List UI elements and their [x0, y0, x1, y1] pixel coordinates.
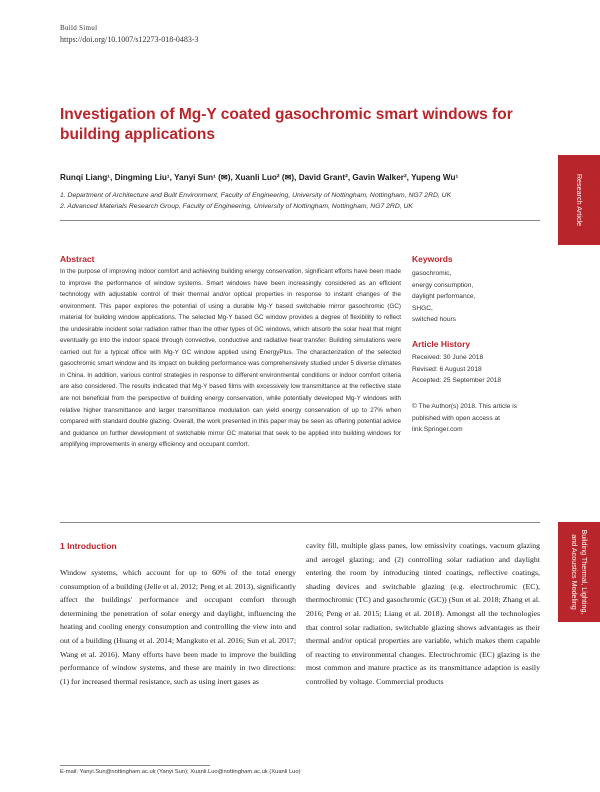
subject-category-tab: [558, 522, 600, 622]
subject-category-label: Building Thermal, Lighting, and Acoustics Modeling: [570, 529, 589, 615]
introduction-column-1: Window systems, which account for up to 60% of the total energy consumption of a building (Jelle et al. 2012; Peng et al. 2013), significantly affect the buildings' performance and occupant comfort through determining the penetration of solar energy and daylight, influencing the heating and cooling energy consumption and controlling the view into and out of a building (Huang et al. 2014; Mangkuto et al. 2016; Sun et al. 2017; Wang et al. 2016). Many efforts have been made to improve the building performance of window systems, and these are mainly in two directions: (1) for increased thermal resistance, such as using inert gases as: [60, 568, 296, 686]
keyword-item: daylight performance,: [412, 293, 476, 301]
abstract-heading: Abstract: [60, 254, 95, 264]
keyword-item: switched hours: [412, 316, 456, 324]
affiliation-1: 1. Department of Architecture and Built Environment, Faculty of Engineering, University of Nottingham, Nottingham, NG7 2RD, UK: [60, 192, 452, 199]
introduction-heading: 1 Introduction: [60, 541, 117, 551]
footnote-divider: [60, 765, 210, 766]
abstract-text: In the purpose of improving indoor comfort and achieving building energy conservation, significant efforts have been made to improve the performance of window systems. Smart windows have been increasingly considered as an efficient technology with adjustable control of their thermal and/or optical properties in response to instant changes of the environment. This paper explores the potential of using a durable Mg-Y based switchable mirror gasochromic (GC) material for building window applications. The selected Mg-Y based GC window provides a degree of flexibility to reflect the undesirable incident solar radiation rather than the other types of GC windows, which absorb the solar heat that might eventually go into the indoor space through convective, conductive and radiative heat transfer. Building simulations were carried out for a typical office with Mg-Y GC window applied using EnergyPlus. The characterization of the selected gasochromic smart window and its impact on building performance was comprehensively studied under 5 diverse climates in China. In addition, various control strategies in response to different environmental conditions or indoor comfort criteria are also considered. The results indicated that Mg-Y based films with excessively low transmittance at the reflective state are not beneficial from the perspective of building energy conservation, while potentially developed Mg-Y windows with relative higher transmittance and larger transmittance modulation can yield energy conservation of up to 27% when compared with standard double glazing. Overall, the work presented in this paper may be seen as offering potential advice and guidance on further development of switchable mirror GC material that seek to be applied into building windows for amplifying improvements in energy efficiency and occupant comfort.: [60, 268, 401, 449]
keyword-item: SHGC,: [412, 304, 433, 312]
doi-link[interactable]: https://doi.org/10.1007/s12273-018-0483-3: [60, 35, 199, 44]
affiliation-2: 2. Advanced Materials Research Group, Faculty of Engineering, University of Nottingham, Nottingham, NG7 2RD, UK: [60, 203, 413, 210]
history-revised: Revised: 6 August 2018: [412, 365, 482, 373]
keyword-item: energy consumption,: [412, 281, 474, 289]
article-history-heading: Article History: [412, 339, 471, 349]
author-list: Runqi Liang¹, Dingming Liu¹, Yanyi Sun¹ (✉), Xuanli Luo² (✉), David Grant², Gavin Walker², Yupeng Wu¹: [60, 173, 459, 182]
history-received: Received: 30 June 2018: [412, 354, 484, 361]
abstract-divider: [60, 522, 540, 523]
article-title: Investigation of Mg-Y coated gasochromic smart windows for building applications: [60, 106, 513, 143]
introduction-column-2: cavity fill, multiple glass panes, low emissivity coatings, vacuum glazing and aerogel glazing; and (2) controlling solar radiation and daylight entering the room by introducing tinted coatings, reflective coatings, shading devices and switchable glazing (e.g. electrochromic (EC), thermochromic (TC) and gasochromic (GC)) (Sun et al. 2018; Zhang et al. 2016; Peng et al. 2015; Liang et al. 2018). Amongst all the technologies that control solar radiation, switchable glazing shows advantages as their thermal and/or optical properties are variable, which makes them capable of reacting to environmental changes. Electrochromic (EC) glazing is the most common and mature practice as its transmittance adaption is easily controlled by voltage. Commercial products: [306, 541, 540, 686]
article-history-list: [412, 352, 540, 387]
history-accepted: Accepted: 25 September 2018: [412, 377, 502, 385]
keywords-list: [412, 268, 540, 326]
keywords-heading: Keywords: [412, 254, 453, 264]
email-footnote: E-mail: Yanyi.Sun@nottingham.ac.uk (Yanyi Sun); Xuanli.Luo@nottingham.ac.uk (Xuanli Luo): [60, 769, 301, 775]
research-article-label: Research Article: [575, 173, 584, 227]
header-divider: [60, 220, 540, 221]
keyword-item: gasochromic,: [412, 270, 452, 277]
open-access-note: © The Author(s) 2018. This article is published with open access at link.Springer.com: [412, 403, 518, 434]
research-article-tab: [558, 155, 600, 245]
journal-name: Build Simul: [60, 24, 98, 32]
